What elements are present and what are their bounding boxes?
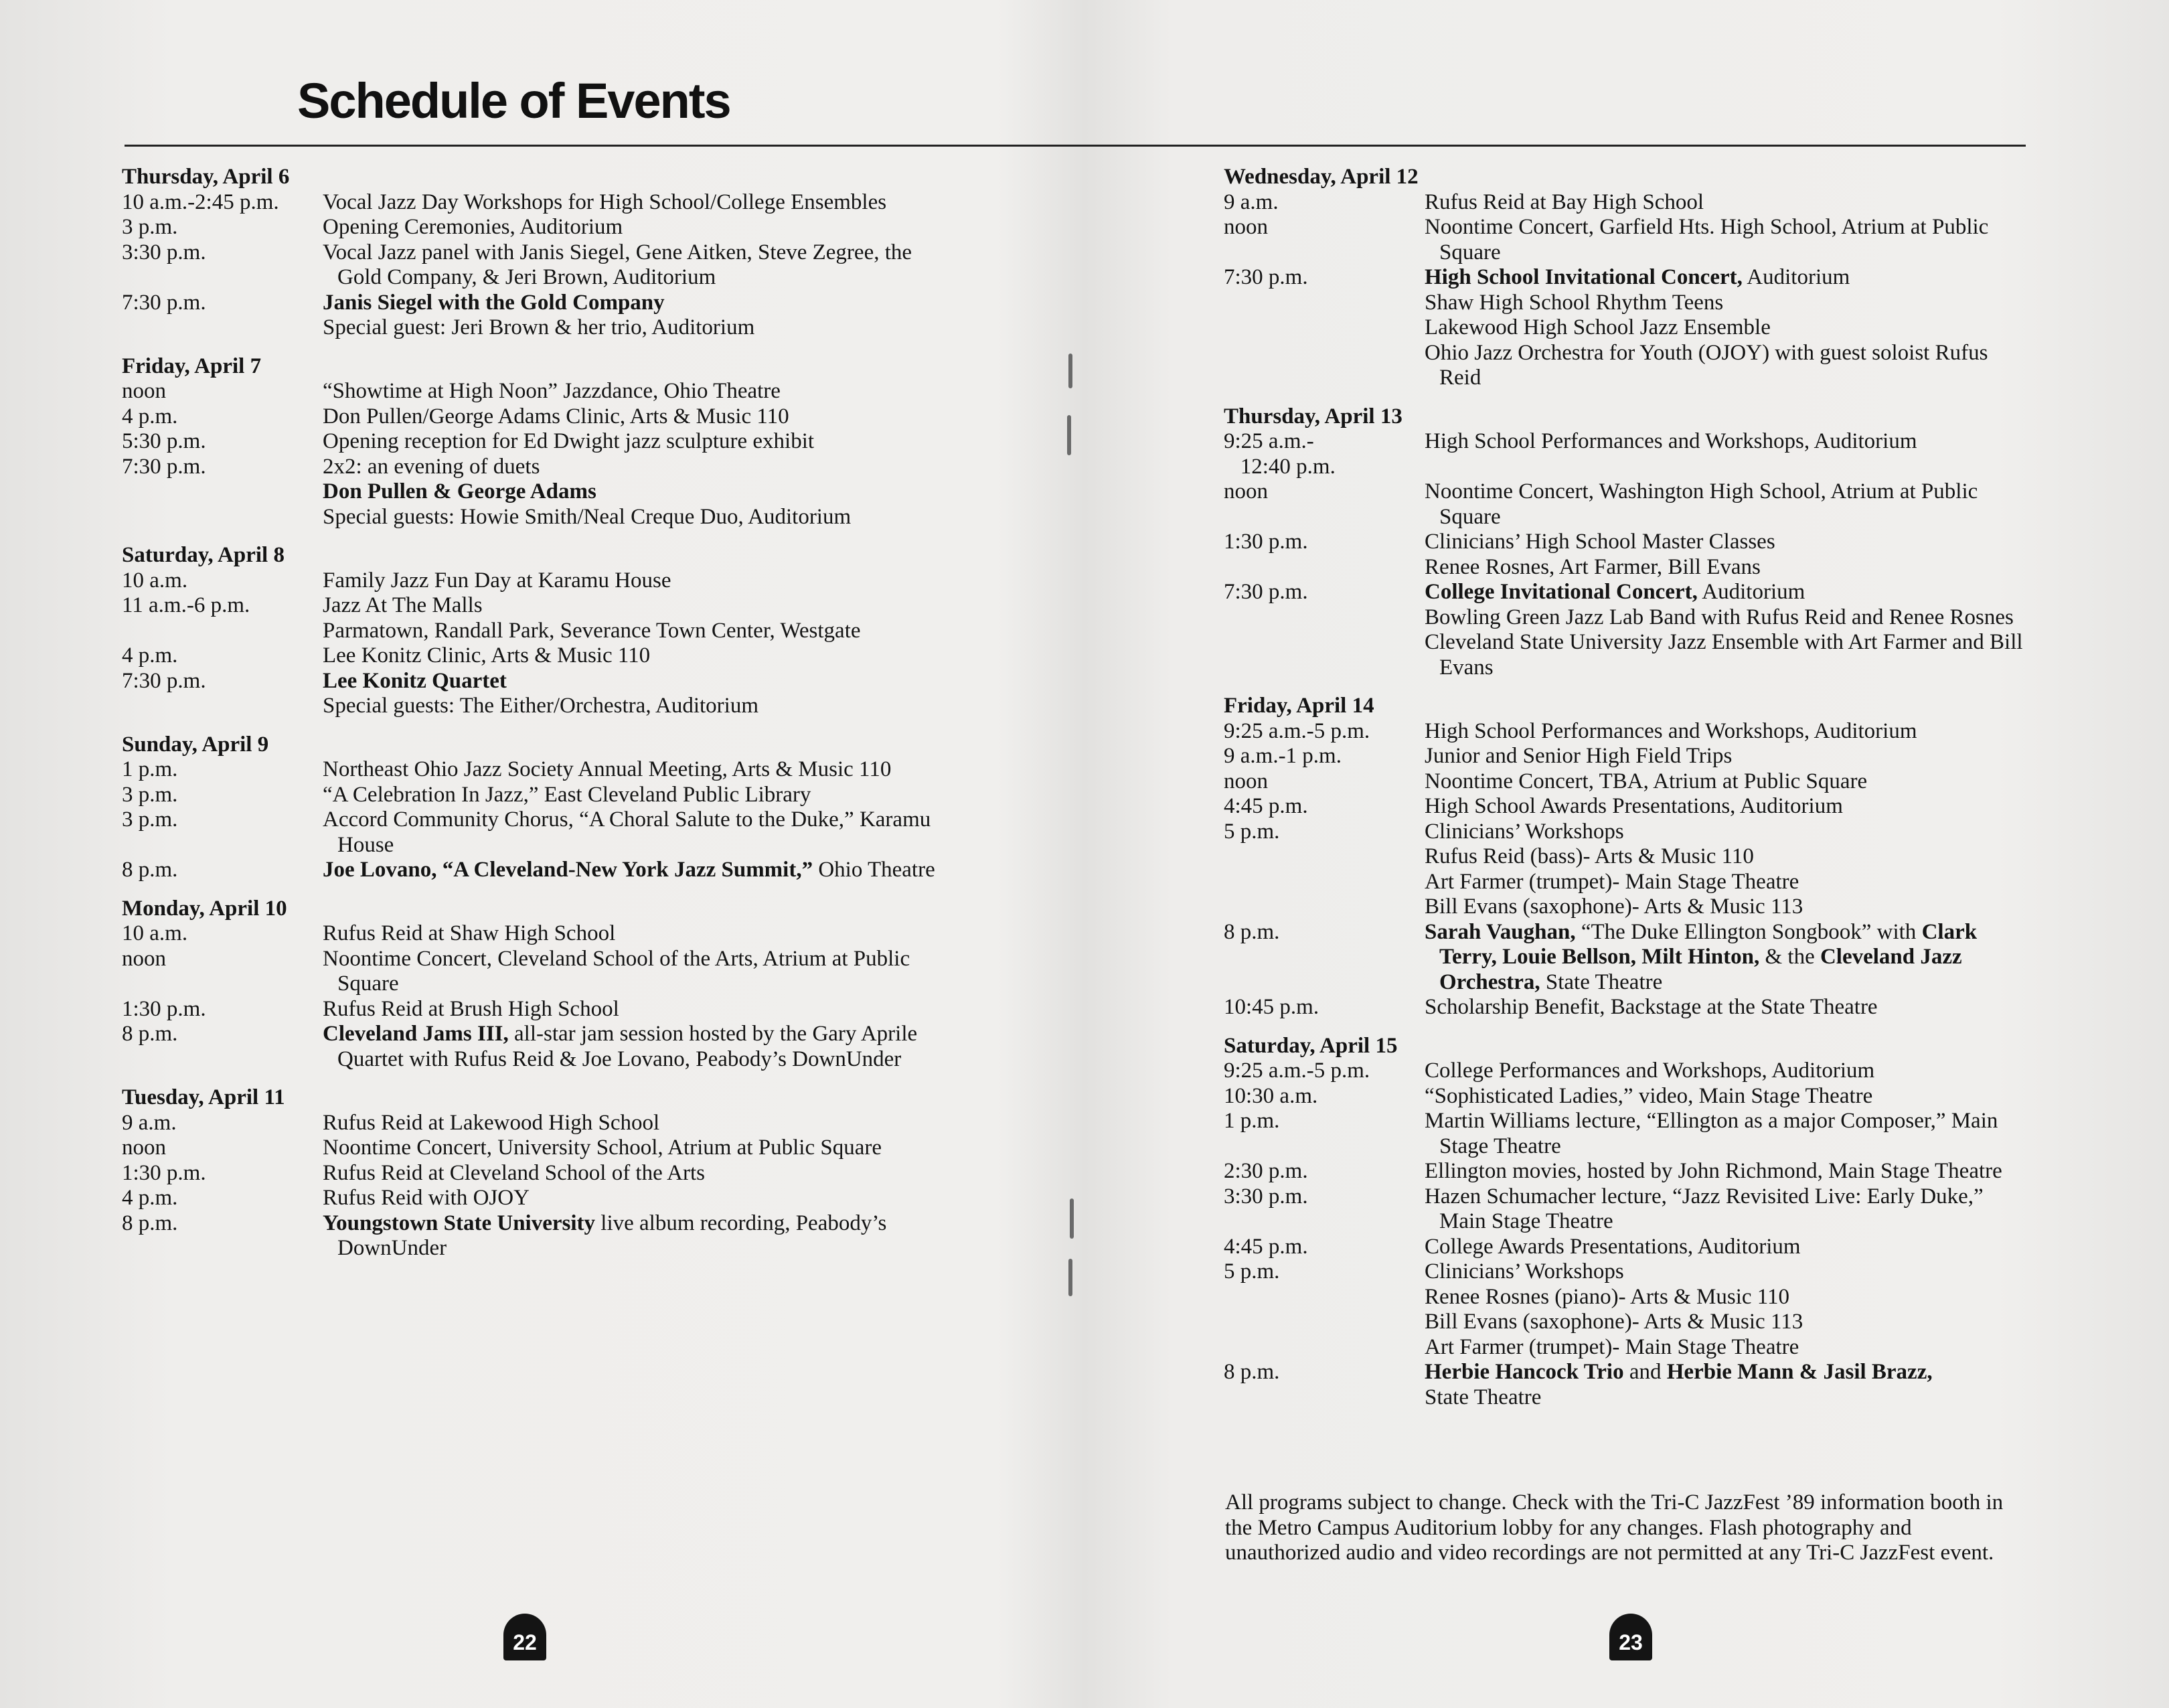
event-line: Jazz At The Malls bbox=[323, 593, 483, 617]
event-description bbox=[323, 429, 945, 455]
event-time: 2:30 p.m. bbox=[1224, 1159, 1308, 1183]
event-line: Bill Evans (saxophone)- Arts & Music 113 bbox=[1425, 895, 1803, 919]
event-line bbox=[1425, 1360, 2027, 1385]
staple-mark bbox=[1068, 354, 1072, 388]
event-time: 1:30 p.m. bbox=[122, 1160, 206, 1185]
event-time: 10 a.m.-2:45 p.m. bbox=[122, 189, 279, 214]
event-row bbox=[1224, 429, 2027, 479]
event-description bbox=[1425, 429, 2027, 479]
event-time: 8 p.m. bbox=[1224, 1360, 1280, 1384]
event-description bbox=[1425, 719, 2027, 745]
title-rule bbox=[125, 145, 2026, 147]
day-heading: Saturday, April 15 bbox=[1224, 1033, 1398, 1058]
event-line: Rufus Reid at Shaw High School bbox=[323, 921, 616, 945]
day-heading: Thursday, April 13 bbox=[1224, 404, 1402, 429]
event-line: Special guests: Howie Smith/Neal Creque Duo, Auditorium bbox=[323, 504, 852, 529]
event-time: 5:30 p.m. bbox=[122, 429, 206, 453]
event-time: 4:45 p.m. bbox=[1224, 1234, 1308, 1259]
event-description bbox=[323, 240, 945, 291]
event-line bbox=[1425, 920, 2027, 996]
event-description bbox=[323, 1186, 945, 1211]
event-row bbox=[1224, 1159, 2027, 1184]
event-description bbox=[1425, 215, 2027, 265]
event-time: 9:25 a.m.-5 p.m. bbox=[1224, 718, 1370, 743]
event-text: & the bbox=[1765, 945, 1815, 969]
schedule-column-right bbox=[1224, 165, 2027, 1410]
event-line: Bowling Green Jazz Lab Band with Rufus Reid and Renee Rosnes bbox=[1425, 605, 2014, 629]
event-line: Rufus Reid at Brush High School bbox=[323, 996, 619, 1021]
event-time: 4 p.m. bbox=[122, 1186, 178, 1210]
event-time: 7:30 p.m. bbox=[1224, 265, 1308, 289]
event-headliner: College Invitational Concert, bbox=[1425, 580, 1698, 604]
event-line: Rufus Reid (bass)- Arts & Music 110 bbox=[1425, 844, 1754, 868]
event-description bbox=[1425, 479, 2027, 530]
event-headliner: Janis Siegel with the Gold Company bbox=[323, 290, 665, 315]
event-time: 4 p.m. bbox=[122, 404, 178, 429]
event-time: 1:30 p.m. bbox=[1224, 530, 1308, 554]
event-line bbox=[323, 858, 945, 883]
event-line: High School Awards Presentations, Auditorium bbox=[1425, 794, 1843, 818]
event-time: 5 p.m. bbox=[1224, 819, 1280, 844]
event-row bbox=[122, 1136, 945, 1161]
event-line: Art Farmer (trumpet)- Main Stage Theatre bbox=[1425, 869, 1799, 894]
event-row bbox=[122, 291, 945, 341]
event-headliner: Youngstown State University bbox=[323, 1211, 596, 1235]
event-time: 7:30 p.m. bbox=[122, 668, 206, 693]
event-line: Renee Rosnes (piano)- Arts & Music 110 bbox=[1425, 1284, 1790, 1309]
disclaimer-note: All programs subject to change. Check with the Tri-C JazzFest ’89 information booth in the Metro Campus Auditorium lobby for any changes. Flash photography and unauthorized audio and video recordings are not permitted at any Tri-C JazzFest event. bbox=[1225, 1490, 2004, 1565]
day-heading: Monday, April 10 bbox=[122, 896, 287, 921]
event-description bbox=[323, 858, 945, 883]
event-time: noon bbox=[1224, 215, 1268, 239]
event-row bbox=[122, 858, 945, 883]
event-line bbox=[1425, 265, 2027, 291]
staple-mark bbox=[1068, 1259, 1072, 1296]
event-row bbox=[122, 215, 945, 240]
event-time: 3 p.m. bbox=[122, 782, 178, 807]
event-description bbox=[323, 1022, 945, 1072]
event-time: 1 p.m. bbox=[1224, 1109, 1280, 1133]
event-row bbox=[122, 669, 945, 719]
event-row bbox=[1224, 215, 2027, 265]
event-line: Rufus Reid at Bay High School bbox=[1425, 189, 1704, 214]
event-headliner: Sarah Vaughan, bbox=[1425, 919, 1576, 944]
event-row bbox=[1224, 1360, 2027, 1410]
event-row bbox=[1224, 580, 2027, 680]
event-description bbox=[323, 1161, 945, 1186]
event-description bbox=[1425, 1235, 2027, 1260]
event-description bbox=[323, 379, 945, 404]
event-time: 7:30 p.m. bbox=[122, 454, 206, 479]
page-number-left: 22 bbox=[503, 1614, 546, 1660]
event-row bbox=[122, 1186, 945, 1211]
event-description bbox=[1425, 820, 2027, 920]
event-headliner: Herbie Mann & Jasil Brazz, bbox=[1666, 1360, 1933, 1384]
event-text: and bbox=[1629, 1360, 1662, 1384]
event-row bbox=[122, 455, 945, 480]
event-description bbox=[1425, 1109, 2027, 1159]
event-line: Noontime Concert, TBA, Atrium at Public Square bbox=[1425, 769, 1868, 793]
event-line: “A Celebration In Jazz,” East Cleveland Public Library bbox=[323, 782, 811, 807]
day-heading: Saturday, April 8 bbox=[122, 543, 285, 567]
event-line: Family Jazz Fun Day at Karamu House bbox=[323, 568, 671, 593]
event-description bbox=[1425, 1059, 2027, 1084]
event-row bbox=[1224, 794, 2027, 820]
event-row bbox=[122, 479, 945, 530]
event-description bbox=[323, 947, 945, 997]
event-line: “Showtime at High Noon” Jazzdance, Ohio Theatre bbox=[323, 379, 781, 403]
event-row bbox=[122, 1211, 945, 1261]
event-headliner: Don Pullen & George Adams bbox=[323, 479, 596, 503]
event-description bbox=[323, 479, 945, 530]
event-headliner: Herbie Hancock Trio bbox=[1425, 1360, 1624, 1384]
event-line: High School Performances and Workshops, Auditorium bbox=[1425, 429, 1917, 453]
event-time bbox=[122, 479, 323, 530]
event-line: 2x2: an evening of duets bbox=[323, 454, 540, 479]
event-time: 7:30 p.m. bbox=[1224, 580, 1308, 604]
event-row bbox=[122, 190, 945, 216]
event-description bbox=[323, 404, 945, 430]
event-line: Lee Konitz Clinic, Arts & Music 110 bbox=[323, 643, 651, 668]
event-description bbox=[1425, 920, 2027, 996]
day-heading: Friday, April 7 bbox=[122, 354, 262, 378]
event-line: Special guest: Jeri Brown & her trio, Auditorium bbox=[323, 315, 755, 339]
event-line: Clinicians’ Workshops bbox=[1425, 1259, 1624, 1284]
event-row bbox=[122, 593, 945, 643]
event-row bbox=[122, 240, 945, 291]
event-line: State Theatre bbox=[1425, 1385, 1542, 1409]
event-time: 1:30 p.m. bbox=[122, 996, 206, 1021]
event-time: 9:25 a.m.- 12:40 p.m. bbox=[1224, 429, 1336, 479]
event-headliner: Clark Terry, Louie Bellson, Milt Hinton, bbox=[1439, 919, 1978, 969]
event-time: 3:30 p.m. bbox=[1224, 1184, 1308, 1209]
event-row bbox=[122, 429, 945, 455]
event-line: Shaw High School Rhythm Teens bbox=[1425, 290, 1724, 315]
event-time: 10 a.m. bbox=[122, 921, 188, 945]
event-description bbox=[1425, 794, 2027, 820]
event-description bbox=[323, 997, 945, 1022]
day-heading: Thursday, April 6 bbox=[122, 165, 290, 189]
event-row bbox=[1224, 530, 2027, 580]
event-description bbox=[323, 783, 945, 808]
event-headliner: High School Invitational Concert, bbox=[1425, 265, 1743, 289]
day-heading: Tuesday, April 11 bbox=[122, 1085, 285, 1109]
event-line: Northeast Ohio Jazz Society Annual Meeting, Arts & Music 110 bbox=[323, 757, 892, 781]
event-description bbox=[323, 1111, 945, 1136]
event-description bbox=[323, 291, 945, 341]
event-line: “Sophisticated Ladies,” video, Main Stage Theatre bbox=[1425, 1083, 1873, 1108]
event-line: Junior and Senior High Field Trips bbox=[1425, 744, 1733, 768]
event-row bbox=[122, 783, 945, 808]
event-row bbox=[1224, 995, 2027, 1020]
event-headliner: Cleveland Jams III, bbox=[323, 1022, 509, 1046]
event-text: State Theatre bbox=[1545, 969, 1663, 994]
event-time: 1 p.m. bbox=[122, 757, 178, 781]
event-text: all-star jam session hosted by the Gary Aprile Quartet with Rufus Reid & Joe Lovano, Peabody’s DownUnder bbox=[337, 1022, 918, 1071]
event-row bbox=[122, 807, 945, 858]
day-heading: Friday, April 14 bbox=[1224, 694, 1374, 718]
event-description bbox=[323, 921, 945, 947]
event-line: Opening Ceremonies, Auditorium bbox=[323, 215, 623, 239]
event-line: High School Performances and Workshops, Auditorium bbox=[1425, 718, 1917, 743]
event-line: Martin Williams lecture, “Ellington as a major Composer,” Main Stage Theatre bbox=[1425, 1109, 1998, 1158]
event-time: 8 p.m. bbox=[122, 1211, 178, 1235]
event-description bbox=[323, 1136, 945, 1161]
page-title: Schedule of Events bbox=[297, 73, 730, 129]
event-headliner: Lee Konitz Quartet bbox=[323, 668, 507, 693]
day-heading: Sunday, April 9 bbox=[122, 732, 269, 757]
event-time: noon bbox=[122, 379, 166, 403]
event-description bbox=[1425, 1360, 2027, 1410]
event-time: 7:30 p.m. bbox=[122, 290, 206, 315]
event-time: 4 p.m. bbox=[122, 643, 178, 668]
event-row bbox=[122, 997, 945, 1022]
event-line: Noontime Concert, University School, Atrium at Public Square bbox=[323, 1136, 882, 1160]
event-description bbox=[1425, 1159, 2027, 1184]
event-time: 8 p.m. bbox=[122, 858, 178, 882]
event-line: Scholarship Benefit, Backstage at the State Theatre bbox=[1425, 995, 1878, 1019]
event-line: Parmatown, Randall Park, Severance Town Center, Westgate bbox=[323, 618, 861, 643]
event-row bbox=[1224, 1059, 2027, 1084]
event-description bbox=[1425, 744, 2027, 769]
schedule-column-left bbox=[122, 165, 945, 1261]
event-description bbox=[323, 455, 945, 480]
event-description bbox=[323, 807, 945, 858]
event-time: 10:30 a.m. bbox=[1224, 1083, 1318, 1108]
event-time: 9 a.m.-1 p.m. bbox=[1224, 744, 1342, 768]
event-description bbox=[323, 190, 945, 216]
event-row bbox=[122, 947, 945, 997]
event-description bbox=[1425, 580, 2027, 680]
event-line: College Performances and Workshops, Auditorium bbox=[1425, 1059, 1875, 1083]
event-time: 11 a.m.-6 p.m. bbox=[122, 593, 250, 617]
event-time: 5 p.m. bbox=[1224, 1259, 1280, 1284]
event-row bbox=[122, 568, 945, 594]
event-time: 4:45 p.m. bbox=[1224, 794, 1308, 818]
event-time: noon bbox=[122, 1136, 166, 1160]
event-description bbox=[1425, 1084, 2027, 1109]
event-time: 9 a.m. bbox=[1224, 189, 1279, 214]
event-description bbox=[1425, 530, 2027, 580]
event-description bbox=[1425, 1259, 2027, 1360]
event-row bbox=[122, 404, 945, 430]
event-text: Ohio Theatre bbox=[818, 858, 935, 882]
event-line: Rufus Reid with OJOY bbox=[323, 1186, 530, 1210]
event-text: “The Duke Ellington Songbook” with bbox=[1581, 919, 1917, 944]
event-description bbox=[323, 593, 945, 643]
event-row bbox=[1224, 190, 2027, 216]
event-text: Auditorium bbox=[1747, 265, 1850, 289]
event-description bbox=[1425, 769, 2027, 795]
event-line: Renee Rosnes, Art Farmer, Bill Evans bbox=[1425, 554, 1761, 579]
staple-mark bbox=[1070, 1198, 1074, 1239]
event-line: Bill Evans (saxophone)- Arts & Music 113 bbox=[1425, 1310, 1803, 1334]
event-description bbox=[1425, 265, 2027, 391]
event-line: Clinicians’ High School Master Classes bbox=[1425, 530, 1775, 554]
event-time: 3:30 p.m. bbox=[122, 240, 206, 264]
event-line: Don Pullen/George Adams Clinic, Arts & Music 110 bbox=[323, 404, 789, 429]
event-description bbox=[1425, 190, 2027, 216]
event-row bbox=[122, 643, 945, 669]
event-row bbox=[1224, 1084, 2027, 1109]
event-text: live album recording, Peabody’s DownUnder bbox=[337, 1211, 887, 1260]
event-line: Opening reception for Ed Dwight jazz sculpture exhibit bbox=[323, 429, 815, 453]
event-line: Accord Community Chorus, “A Choral Salute to the Duke,” Karamu House bbox=[323, 807, 931, 857]
event-line: Special guests: The Either/Orchestra, Auditorium bbox=[323, 694, 758, 718]
event-line: Rufus Reid at Cleveland School of the Arts bbox=[323, 1160, 706, 1185]
event-time: noon bbox=[1224, 479, 1268, 503]
event-row bbox=[1224, 265, 2027, 391]
event-description bbox=[323, 643, 945, 669]
event-line: Noontime Concert, Cleveland School of the Arts, Atrium at Public Square bbox=[323, 946, 910, 996]
event-row bbox=[1224, 719, 2027, 745]
event-time: 8 p.m. bbox=[122, 1022, 178, 1046]
event-line: Lakewood High School Jazz Ensemble bbox=[1425, 315, 1771, 339]
event-line: Art Farmer (trumpet)- Main Stage Theatre bbox=[1425, 1334, 1799, 1359]
event-line: College Awards Presentations, Auditorium bbox=[1425, 1234, 1801, 1259]
day-heading: Wednesday, April 12 bbox=[1224, 165, 1419, 189]
event-line: Vocal Jazz panel with Janis Siegel, Gene Aitken, Steve Zegree, the Gold Company, & Jeri Brown, Auditorium bbox=[323, 240, 912, 289]
event-line: Ellington movies, hosted by John Richmond, Main Stage Theatre bbox=[1425, 1159, 2002, 1183]
event-row bbox=[1224, 920, 2027, 996]
event-description bbox=[323, 1211, 945, 1261]
event-time: 9 a.m. bbox=[122, 1110, 177, 1135]
event-row bbox=[1224, 1235, 2027, 1260]
event-row bbox=[1224, 820, 2027, 920]
event-line: Noontime Concert, Garfield Hts. High School, Atrium at Public Square bbox=[1425, 215, 1989, 264]
event-text: Auditorium bbox=[1702, 580, 1805, 604]
event-row bbox=[1224, 479, 2027, 530]
event-time: 3 p.m. bbox=[122, 807, 178, 832]
event-description bbox=[323, 568, 945, 594]
event-row bbox=[1224, 1109, 2027, 1159]
event-description bbox=[323, 215, 945, 240]
event-row bbox=[122, 1161, 945, 1186]
page-number-right: 23 bbox=[1609, 1614, 1652, 1660]
event-row bbox=[1224, 744, 2027, 769]
event-line: Ohio Jazz Orchestra for Youth (OJOY) with guest soloist Rufus Reid bbox=[1425, 340, 1988, 390]
event-headliner: Cleveland Jazz Orchestra, bbox=[1439, 945, 1962, 994]
event-line: Clinicians’ Workshops bbox=[1425, 819, 1624, 844]
event-time: 3 p.m. bbox=[122, 215, 178, 239]
event-description bbox=[1425, 995, 2027, 1020]
event-time: noon bbox=[1224, 769, 1268, 793]
event-description bbox=[323, 757, 945, 783]
event-time: 9:25 a.m.-5 p.m. bbox=[1224, 1059, 1370, 1083]
event-line bbox=[323, 1211, 945, 1261]
event-row bbox=[122, 921, 945, 947]
event-line: Vocal Jazz Day Workshops for High School/College Ensembles bbox=[323, 189, 887, 214]
event-description bbox=[323, 669, 945, 719]
event-time: noon bbox=[122, 946, 166, 971]
event-row bbox=[122, 379, 945, 404]
event-time: 8 p.m. bbox=[1224, 919, 1280, 944]
event-line: Noontime Concert, Washington High School, Atrium at Public Square bbox=[1425, 479, 1978, 529]
event-line: Cleveland State University Jazz Ensemble with Art Farmer and Bill Evans bbox=[1425, 630, 2023, 680]
event-line: Hazen Schumacher lecture, “Jazz Revisited Live: Early Duke,” Main Stage Theatre bbox=[1425, 1184, 1984, 1233]
event-row bbox=[1224, 1184, 2027, 1235]
event-time: 10:45 p.m. bbox=[1224, 995, 1319, 1019]
event-line: Rufus Reid at Lakewood High School bbox=[323, 1110, 660, 1135]
event-line bbox=[1425, 580, 2027, 605]
event-line bbox=[323, 1022, 945, 1072]
staple-mark bbox=[1067, 415, 1071, 455]
event-headliner: Joe Lovano, “A Cleveland-New York Jazz Summit,” bbox=[323, 858, 813, 882]
event-row bbox=[1224, 1259, 2027, 1360]
event-time: 10 a.m. bbox=[122, 568, 188, 593]
event-row bbox=[122, 1111, 945, 1136]
event-row bbox=[122, 757, 945, 783]
event-description bbox=[1425, 1184, 2027, 1235]
event-row bbox=[1224, 769, 2027, 795]
event-row bbox=[122, 1022, 945, 1072]
